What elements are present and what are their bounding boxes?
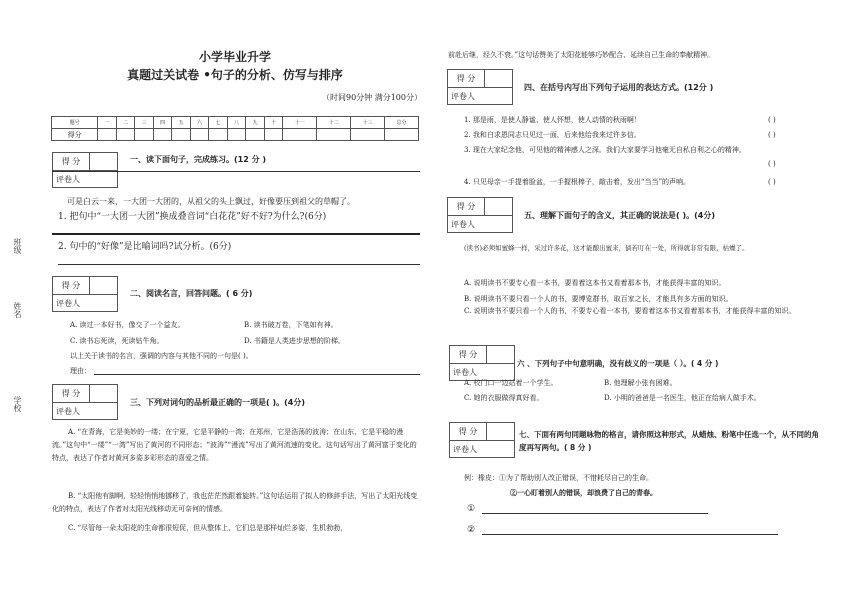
score-header-cell: 七 [209,117,228,129]
score-header-cell: 六 [190,117,209,129]
time-note: （时间90分钟 满分100分） [322,93,422,102]
section-3-option-c-continued: 前赴后继，经久不衰。”这句话赞美了太阳花能够巧妙配合、延续自己生命的奉献精神。 [448,51,715,59]
answer-line[interactable] [482,513,708,514]
score-box-label: 得 分 [448,198,485,215]
grader-label: 评卷人 [56,407,80,416]
score-cell[interactable] [209,129,228,141]
score-box-3 [52,384,118,420]
section-5-quote: (读书)必须如蜜蜂一样，采过许多花，这才能酿出蜜来，倘若叮在一处，所得就非常有限，枯燥了。 [464,244,749,252]
score-header-cell: 五 [172,117,191,129]
score-cell[interactable] [317,129,351,141]
section-5-option-b: B. 说明读书不要只看一个人的书，要博览群书，取百家之长，才能具有多方面的知识。 [464,295,733,303]
score-cell[interactable] [351,129,385,141]
section-7-title: 七、下面有两句同题咏物的格言，请你照这种形式，从蜡烛、粉笔中任选一个，从不同的角度再写两句。( 8 分 ) [519,430,819,452]
score-header-cell: 十二 [317,117,351,129]
grader-label: 评卷人 [451,220,475,229]
section-2-question: 以上关于读书的名言，强调的内容与其他不同的一句是( )。 [70,352,253,360]
section-6-option-b: B. 他理解小张有困难。 [604,379,677,387]
section-1-q2: 2. 句中的“好像”是比喻词吗?试分析。(6分) [58,242,232,252]
score-cell[interactable] [153,129,172,141]
section-4-q1: 1. 那是雨，是使人静谧、使人怀想，使人动情的秋雨啊！ [464,116,641,124]
side-label-name: 姓名 [13,302,22,318]
score-cell[interactable] [190,129,209,141]
grader-label: 评卷人 [453,445,477,454]
section-7-example-1: 例：橡皮：①为了帮助别人改正错误，不惜耗尽自己的生命。 [464,474,653,482]
grader-label: 评卷人 [56,299,80,308]
side-label-class: 班级 [13,238,22,254]
score-cell[interactable] [172,129,191,141]
section-1-q1: 1. 把句中“一大团一大团”换成叠音词“白花花”好不好?为什么?(6分) [58,212,327,222]
section-6-option-d: D. 小明的爸爸是一名医生，他正在给病人做手术。 [604,394,761,402]
score-header-cell: 总分 [385,117,419,129]
section-6-title: 六 、下列句子中句意明确，没有歧义的一项是（ ）。( 4 分 ) [517,359,719,368]
score-box-4 [447,69,513,105]
score-cell[interactable] [135,129,154,141]
section-7-number-1: ① [467,504,476,514]
score-box-label: 得 分 [450,423,487,440]
score-cell[interactable] [264,129,283,141]
section-4-q3: 3. 现在大家纪念他，可见他的精神感人之深。我们大家要学习他毫无自私自利之心的精神。 [464,146,746,154]
score-box-6 [449,345,515,381]
section-3-option-c: C. “尽管每一朵太阳花的生命都很短促，但从整体上，它们总是那样灿烂多姿，生机勃勃， [68,524,348,532]
section-4-title: 四、在括号内写出下列句子运用的表达方式。(12分 ) [524,83,714,92]
section-5-option-a: A. 说明读书不要专心看一本书，要看着这本书又看着那本书，才能获得丰富的知识。 [464,279,726,287]
section-3-option-b: B. “太阳他有脚啊，轻轻悄悄地挪移了，我也茫茫然跟着旋转。”这句话运用了拟人的修辞手法，写出了太阳光线变化的特点，表达了作者对太阳光线移动无可奈何的情感。 [52,492,418,513]
section-4-q2: 2. 我和白求恩同志只见过一面，后来他给我来过许多信。 [464,131,641,139]
score-row-label: 得分 [52,129,98,141]
score-header-cell: 四 [153,117,172,129]
section-6-option-a: A. 校门口一边站着一个学生。 [464,379,558,387]
section-4-q4: 4. 只见母亲一手提着脸盆，一手握根棒子，敲击着，发出“当当”的声响。 [464,178,691,186]
score-header-cell: 十 [264,117,283,129]
score-cell[interactable] [116,129,135,141]
score-cell[interactable] [227,129,246,141]
answer-line[interactable] [94,374,420,375]
score-header-cell: 十三 [351,117,385,129]
section-5-option-c: C. 说明读书不要只看一个人的书，不要专心看一本书，要看着这本书又看着那本书，才能获得丰富的知识。 [464,307,796,315]
section-7-example-2: ②一心盯着别人的错误，却浪费了自己的青春。 [510,488,657,497]
section-4-answer-4[interactable]: ( ) [768,178,776,186]
score-box-label: 得 分 [53,385,90,402]
score-cell[interactable] [283,129,317,141]
section-2-title: 二、阅读名言，回答问题。( 6 分) [130,289,253,298]
page-title-line1: 小学毕业升学 [198,50,271,64]
section-2-option-c: C. 读书忘死读，死读钻牛角。 [70,337,164,345]
grader-label: 评卷人 [451,92,475,101]
section-7-number-2: ② [467,525,476,535]
section-5-title: 五、理解下面句子的含义，其正确的说法是( )。(4分) [524,211,715,220]
score-header-cell: 一 [98,117,117,129]
section-4-answer-1[interactable]: ( ) [768,116,776,124]
score-box-label: 得 分 [450,346,487,363]
grader-label: 评卷人 [56,175,80,184]
score-header-cell: 题号 [52,117,98,129]
score-box-2 [52,276,118,312]
grader-label: 评卷人 [453,368,477,377]
score-header-cell: 二 [116,117,135,129]
score-cell[interactable] [246,129,265,141]
section-1-text: 可是白云一来，一大团一大团的，从祖父的头上飘过，好像要压到祖父的草帽了。 [67,197,355,206]
score-box-5 [447,197,513,233]
score-box-1 [52,152,118,188]
score-header-cell: 三 [135,117,154,129]
score-header-cell: 十一 [283,117,317,129]
score-cell[interactable] [98,129,117,141]
score-table [51,116,419,141]
answer-line[interactable] [58,264,420,265]
section-4-answer-2[interactable]: ( ) [768,131,776,139]
side-label-school: 学校 [13,396,22,412]
answer-line[interactable] [52,233,420,235]
section-3-option-a: A. “在青海，它是美妙的一缕；在宁夏，它是平静的一湾；在郑州，它是浩荡的波涛；在山东，它是平稳的漫流。”这句中“一缕”“一湾”写出了黄河的不同形态；“波涛”“漫流”写出了黄河流速的变化。这句话写出了黄河富于变化的特点，表达了作者对黄河多姿多彩形态的喜爱之情。 [52,428,417,462]
score-box-7 [449,422,515,458]
score-box-label: 得 分 [448,70,485,87]
page-title-line2: 真题过关试卷 •句子的分析、仿写与排序 [127,68,343,82]
score-box-label: 得 分 [53,153,90,170]
score-header-cell: 八 [227,117,246,129]
section-2-option-b: B. 读书破万卷，下笔如有神。 [244,321,338,329]
score-cell[interactable] [385,129,419,141]
score-box-label: 得 分 [53,277,90,294]
section-2-reason-label: 理由： [70,367,91,375]
answer-line[interactable] [482,534,778,535]
section-2-option-a: A. 读过一本好书，像交了一个益友。 [70,321,185,329]
section-4-answer-3[interactable]: ( ) [768,160,776,168]
score-header-cell: 九 [246,117,265,129]
section-6-option-c: C. 她的衣服做得真好看。 [464,394,544,402]
section-1-title: 一、读下面句子，完成练习。(12 分 ) [130,155,267,164]
section-3-title: 三、下列对词句的品析最正确的一项是( )。(4分) [130,398,305,407]
section-2-option-d: D. 书籍是人类进步思想的阶梯。 [244,337,345,345]
